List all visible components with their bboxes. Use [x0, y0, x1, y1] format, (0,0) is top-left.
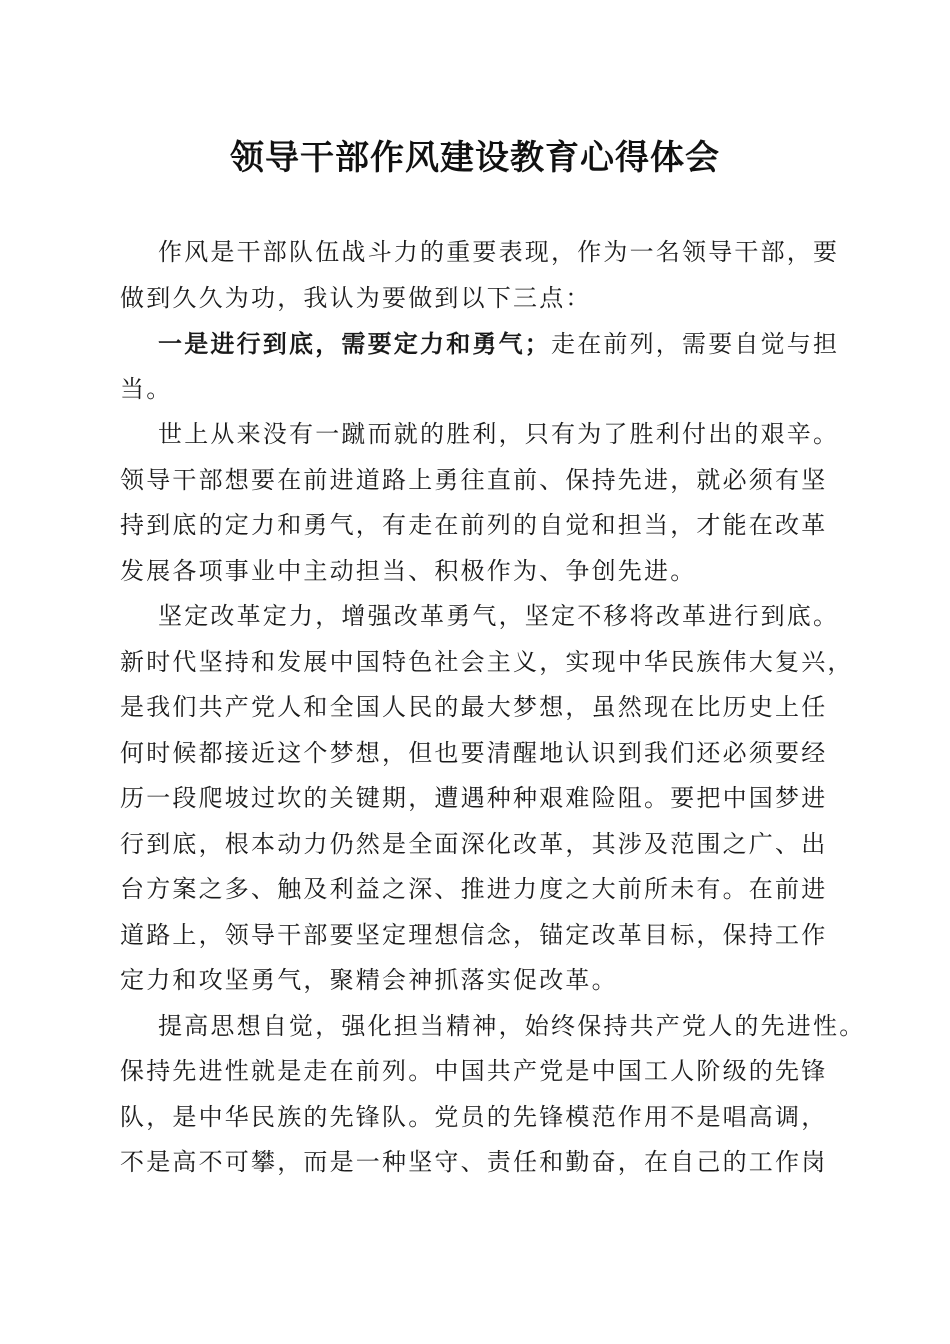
text-line: 行到底，根本动力仍然是全面深化改革，其涉及范围之广、出: [120, 829, 828, 858]
text-line: 作风是干部队伍战斗力的重要表现，作为一名领导干部，要: [158, 238, 840, 266]
text-line: 是我们共产党人和全国人民的最大梦想，虽然现在比历史上任: [120, 693, 828, 721]
text-line: 新时代坚持和发展中国特色社会主义，实现中华民族伟大复兴，: [120, 647, 854, 676]
text-line: 道路上，领导干部要坚定理想信念，锚定改革目标，保持工作: [120, 920, 828, 949]
text-line: 坚定改革定力，增强改革勇气，坚定不移将改革进行到底。: [158, 602, 840, 630]
text-line: 领导干部想要在前进道路上勇往直前、保持先进，就必须有坚: [120, 465, 828, 494]
paragraph-intro: [120, 230, 840, 321]
text-line: 提高思想自觉，强化担当精神，始终保持共产党人的先进性。: [158, 1011, 866, 1040]
text-line: 不是高不可攀，而是一种坚守、责任和勤奋，在自己的工作岗: [120, 1148, 828, 1176]
text-line: 发展各项事业中主动担当、积极作为、争创先进。: [120, 556, 697, 585]
document-body: [120, 230, 866, 1186]
text-line: 何时候都接近这个梦想，但也要清醒地认识到我们还必须要经: [120, 738, 828, 767]
text-line: 历一段爬坡过坎的关键期，遭遇种种艰难险阻。要把中国梦进: [120, 784, 828, 812]
text-segment: 走在前列，需要自觉与担: [551, 330, 840, 358]
text-line: 当。: [120, 374, 173, 403]
text-line: 世上从来没有一蹴而就的胜利，只有为了胜利付出的艰辛。: [158, 420, 840, 448]
paragraph-point-one: [120, 321, 840, 412]
emphasized-lead: 一是进行到底，需要定力和勇气；: [158, 329, 551, 358]
document-title: 领导干部作风建设教育心得体会: [230, 138, 720, 178]
paragraph-5: [120, 1004, 866, 1186]
paragraph-4: [120, 594, 854, 1004]
paragraph-3: [120, 412, 840, 594]
text-line: 定力和攻坚勇气，聚精会神抓落实促改革。: [120, 966, 618, 994]
text-line: 台方案之多、触及利益之深、推进力度之大前所未有。在前进: [120, 875, 828, 903]
text-line: [120, 321, 840, 367]
text-line: 做到久久为功，我认为要做到以下三点：: [120, 283, 592, 312]
text-line: 保持先进性就是走在前列。中国共产党是中国工人阶级的先锋: [120, 1057, 828, 1085]
text-line: 队，是中华民族的先锋队。党员的先锋模范作用不是唱高调，: [120, 1102, 828, 1131]
text-line: 持到底的定力和勇气，有走在前列的自觉和担当，才能在改革: [120, 511, 828, 539]
